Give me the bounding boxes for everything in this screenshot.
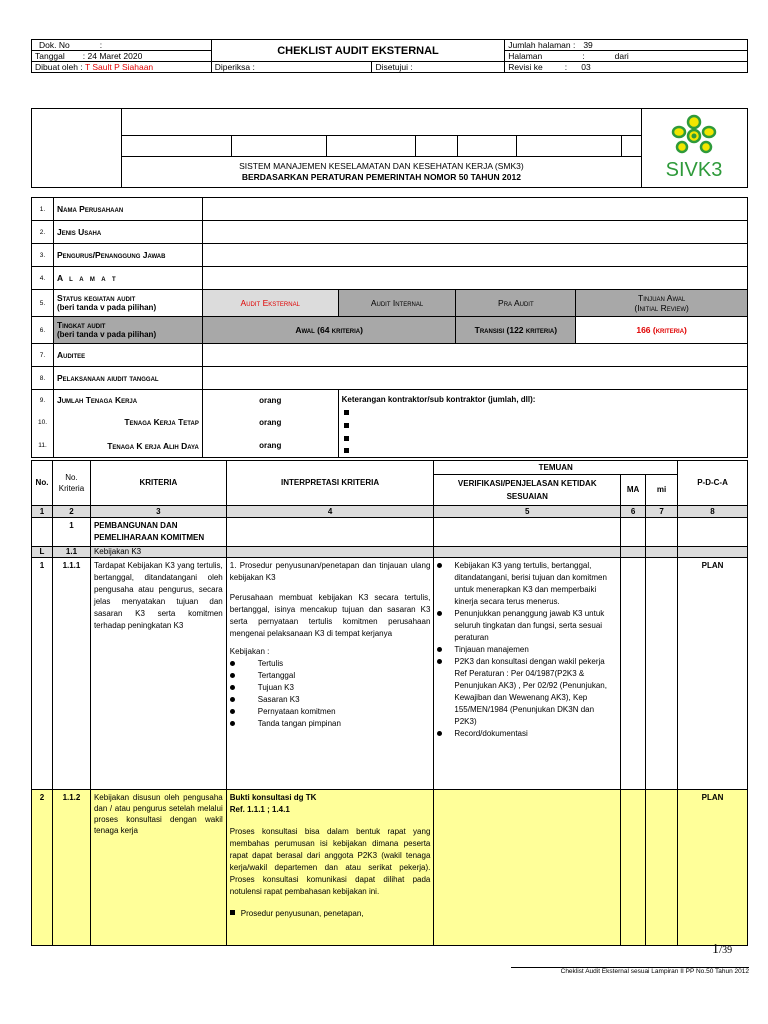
- pelaksanaan-field[interactable]: [202, 367, 747, 390]
- ma-cell[interactable]: [621, 790, 646, 946]
- bullet-icon: [344, 448, 349, 453]
- ma-cell[interactable]: [621, 558, 646, 790]
- bullet-icon: [230, 709, 235, 714]
- mi-cell[interactable]: [646, 558, 678, 790]
- dibuat-cell: Dibuat oleh : T Sault P Siahaan: [32, 62, 212, 73]
- nama-perusahaan-field[interactable]: [202, 198, 747, 221]
- auditee-label: Auditee: [53, 344, 202, 367]
- bullet-icon: [437, 659, 442, 664]
- tingkat-option-166[interactable]: 166 (kriteria): [576, 317, 748, 344]
- bullet-icon: [230, 661, 235, 666]
- dok-no-cell: Dok. No :: [32, 40, 212, 51]
- bullet-icon: [344, 436, 349, 441]
- bullet-icon: [437, 731, 442, 736]
- section-title: PEMBANGUNAN DAN PEMELIHARAAN KOMITMEN: [90, 518, 226, 547]
- sivk3-logo: [641, 109, 747, 188]
- interpretasi-cell: Bukti konsultasi dg TK Ref. 1.1.1 ; 1.4.1 Proses konsultasi bisa dalam bentuk rapat yang membahas perumusan isi kebijakan dimana peserta rapat dapat berasal dari anggota P2K3 (wakil tenaga kerja/wakil departemen dan atau serikat pekerja). Proses konsultasi komunikasi dapat dilihat pada notulensi rapat pembahasan kebijakan ini. Prosedur penyusunan, penetapan,: [226, 790, 434, 946]
- disetujui-cell: Disetujui :: [372, 62, 505, 73]
- halaman-cell: Halaman : dari: [505, 51, 748, 62]
- keterangan-cell: Keterangan kontraktor/sub kontraktor (jumlah, dll):: [338, 390, 747, 458]
- status-option-pra[interactable]: Pra Audit: [456, 290, 576, 317]
- status-option-eksternal[interactable]: Audit Eksternal: [202, 290, 338, 317]
- table-row: 1 1.1.1 Tardapat Kebijakan K3 yang tertulis, bertanggal, ditandatangani oleh pengusaha atau pengurus, secara jelas menyatakan tujuan dan sasaran K3 serta komitmen terhadap peningkatan K3 1. Prosedur penyusunan/penetapan dan tinjauan ulang kebijakan K3 Perusahaan membuat kebijakan K3 secara tertulis, bertanggal, isinya mencakup tujuan dan sasaran K3 serta pernyataan tertulis komitmen perusahaan mengenai pelaksanaan K3 di tempat kerjanya Kebijakan : Tertulis Tertanggal Tujuan K3 Sasaran K3 Pernyataan komitmen Tanda tangan pimpinan Kebijakan K3 yang tertulis, bertanggal, ditandatangani, berisi tujuan dan komitmen untuk menerapkan K3 dan memperbaiki kinerja secara terus menerus. Penunjukkan penanggung jawab K3 untuk seluruh tingkatan dan fungsi, serta sesuai peraturan Tinjauan manajemen P2K3 dan konsultasi dengan wakil pekerja Ref Peraturan : Per 04/1987(P2K3 & Penunjukan AK3) , Per 02/92 (Penunjukan, Kewajiban dan Wewenang AK3), Kep 155/MEN/1984 (Penunjukan DK3N dan P2K3) Record/dokumentasi PLAN: [32, 558, 748, 790]
- header-no-kriteria: No. Kriteria: [52, 461, 90, 506]
- bullet-icon: [230, 910, 235, 915]
- tingkat-label: Tingkat audit (beri tanda v pada pilihan): [53, 317, 202, 344]
- criteria-table: No. No. Kriteria KRITERIA INTERPRETASI KRITERIA TEMUAN P-D-C-A VERIFIKASI/PENJELASAN KETIDAK SESUAIAN MA mi 1 2 3 4 5 6 7 8 1 PEMBANGUNAN DAN PEMELIHARAAN KOMITMEN L 1.1 Kebijakan K3 1 1.1.1 Tardapat Kebijakan K3 yang tertulis, bertanggal, ditandatangani oleh pengusaha atau pengurus, secara jelas menyatakan tujuan dan sasaran K3 serta komitmen terhadap peningkatan K3 1. Prosedur penyusunan/penetapan dan tinjauan ulang kebijakan K3 Perusahaan membuat kebijakan K3 secara tertulis, bertanggal, isinya mencakup tujuan dan sasaran K3 serta pernyataan tertulis komitmen perusahaan mengenai pelaksanaan K3 di tempat kerjanya Kebijakan : Tertulis Tertanggal Tujuan K3 Sasaran K3 Pernyataan komitmen Tanda tangan pimpinan Kebijakan K3 yang tertulis, bertanggal, ditandatangani, berisi tujuan dan komitmen untuk menerapkan K3 dan memperbaiki kinerja secara terus menerus. Penunjukkan penanggung jawab K3 untuk seluruh tingkatan dan fungsi, serta sesuai peraturan Tinjauan manajemen P2K3 dan konsultasi dengan wakil pekerja Ref Peraturan : Per 04/1987(P2K3 & Penunjukan AK3) , Per 02/92 (Penunjukan, Kewajiban dan Wewenang AK3), Kep 155/MEN/1984 (Penunjukan DK3N dan P2K3) Record/dokumentasi PLAN 2 1.1.2 Kebijakan disusun oleh pengusaha dan / atau pengurus setelah melalui proses konsultasi dengan wakil tenaga kerja Bukti konsultasi dg TK Ref. 1.1.1 ; 1.4.1 Proses konsultasi bisa dalam bentuk rapat yang membahas perumusan isi kebijakan dimana peserta rapat dapat berasal dari anggota P2K3 (wakil tenaga kerja/wakil departemen dan atau serikat pekerja). Proses konsultasi komunikasi dapat dilihat pada notulensi rapat pembahasan kebijakan ini. Prosedur penyusunan, penetapan, PLAN: [31, 460, 748, 946]
- document-header: [31, 39, 748, 73]
- bullet-icon: [344, 410, 349, 415]
- verifikasi-cell[interactable]: [434, 790, 621, 946]
- bullet-icon: [230, 721, 235, 726]
- bullet-icon: [230, 697, 235, 702]
- header-mi: mi: [646, 475, 678, 506]
- alamat-field[interactable]: [202, 267, 747, 290]
- tetap-label: Tenaga Kerja Tetap: [53, 411, 202, 434]
- mi-cell[interactable]: [646, 790, 678, 946]
- alih-orang: orang: [202, 434, 338, 457]
- jumlah-label: Jumlah Tenaga Kerja: [53, 390, 202, 411]
- revisi-cell: Revisi ke : 03: [505, 62, 748, 73]
- pengurus-label: Pengurus/Penanggung Jawab: [53, 244, 202, 267]
- header-ma: MA: [621, 475, 646, 506]
- tanggal-cell: Tanggal : 24 Maret 2020: [32, 51, 212, 62]
- pdca-cell: PLAN: [678, 558, 748, 790]
- footer-caption: Cheklist Audit Eksternal sesuai Lampiran II PP No.50 Tahun 2012: [560, 968, 749, 975]
- pelaksanaan-label: Pelaksanaan aiudit tanggal: [53, 367, 202, 390]
- pdca-cell: PLAN: [678, 790, 748, 946]
- bullet-icon: [344, 423, 349, 428]
- company-info-table: 1. Nama Perusahaan 2. Jenis Usaha 3. Pengurus/Penanggung Jawab 4. A l a m a t 5. Status kegiatan audit (beri tanda v pada pilihan) Audit Eksternal Audit Internal Pra Audit Tinjuan Awal (Initial Review) 6. Tingkat audit (beri tanda v pada pilihan) Awal (64 kriteria) Transisi (122 kriteria) 166 (kriteria) 7. Auditee 8. Pelaksanaan aiudit tanggal 9. Jumlah Tenaga Kerja orang Keterangan kontraktor/sub kontraktor (jumlah, dll): 10. Tenaga Kerja Tetap orang 11. Tenaga K erja Alih Daya orang: [31, 197, 748, 458]
- bullet-icon: [437, 563, 442, 568]
- alamat-label: A l a m a t: [53, 267, 202, 290]
- jumlah-halaman-cell: Jumlah halaman : 39: [505, 40, 748, 51]
- kriteria-text: Tardapat Kebijakan K3 yang tertulis, bertanggal, ditandatangani oleh pengusaha atau pengurus, secara jelas menyatakan tujuan dan sasaran K3 serta komitmen terhadap peningkatan K3: [90, 558, 226, 790]
- pengurus-field[interactable]: [202, 244, 747, 267]
- blank-logo-cell: [32, 109, 122, 188]
- verifikasi-cell: Kebijakan K3 yang tertulis, bertanggal, ditandatangani, berisi tujuan dan komitmen untuk menerapkan K3 dan memperbaiki kinerja secara terus menerus. Penunjukkan penanggung jawab K3 untuk seluruh tingkatan dan fungsi, serta sesuai peraturan Tinjauan manajemen P2K3 dan konsultasi dengan wakil pekerja Ref Peraturan : Per 04/1987(P2K3 & Penunjukan AK3) , Per 02/92 (Penunjukan, Kewajiban dan Wewenang AK3), Kep 155/MEN/1984 (Penunjukan DK3N dan P2K3) Record/dokumentasi: [434, 558, 621, 790]
- status-option-tinjauan[interactable]: Tinjuan Awal (Initial Review): [576, 290, 748, 317]
- jenis-usaha-field[interactable]: [202, 221, 747, 244]
- header-no: No.: [32, 461, 53, 506]
- auditee-field[interactable]: [202, 344, 747, 367]
- bullet-icon: [230, 685, 235, 690]
- header-verifikasi: VERIFIKASI/PENJELASAN KETIDAK SESUAIAN: [434, 475, 621, 506]
- tingkat-option-transisi[interactable]: Transisi (122 kriteria): [456, 317, 576, 344]
- header-interpretasi: INTERPRETASI KRITERIA: [226, 461, 434, 506]
- bullet-icon: [437, 611, 442, 616]
- interpretasi-cell: 1. Prosedur penyusunan/penetapan dan tinjauan ulang kebijakan K3 Perusahaan membuat kebijakan K3 secara tertulis, bertanggal, isinya mencakup tujuan dan sasaran K3 serta pernyataan tertulis komitmen perusahaan mengenai pelaksanaan K3 di tempat kerjanya Kebijakan : Tertulis Tertanggal Tujuan K3 Sasaran K3 Pernyataan komitmen Tanda tangan pimpinan: [226, 558, 434, 790]
- alih-label: Tenaga K erja Alih Daya: [53, 434, 202, 457]
- nama-perusahaan-label: Nama Perusahaan: [53, 198, 202, 221]
- logo-text: SIVK3: [666, 159, 723, 181]
- smk3-banner: [31, 108, 748, 188]
- status-option-internal[interactable]: Audit Internal: [338, 290, 456, 317]
- jumlah-orang: orang: [202, 390, 338, 411]
- kriteria-text: Kebijakan disusun oleh pengusaha dan / atau pengurus setelah melalui proses konsultasi dengan wakil tenaga kerja: [90, 790, 226, 946]
- sivk3-logo-icon: [654, 112, 734, 182]
- page-number: 1/39: [712, 942, 733, 957]
- header-pdca: P-D-C-A: [678, 461, 748, 506]
- tingkat-option-awal[interactable]: Awal (64 kriteria): [202, 317, 456, 344]
- jenis-usaha-label: Jenis Usaha: [53, 221, 202, 244]
- header-temuan: TEMUAN: [434, 461, 678, 475]
- banner-title: SISTEM MANAJEMEN KESELAMATAN DAN KESEHATAN KERJA (SMK3) BERDASARKAN PERATURAN PEMERINTAH NOMOR 50 TAHUN 2012: [121, 157, 641, 188]
- table-row: 2 1.1.2 Kebijakan disusun oleh pengusaha dan / atau pengurus setelah melalui proses konsultasi dengan wakil tenaga kerja Bukti konsultasi dg TK Ref. 1.1.1 ; 1.4.1 Proses konsultasi bisa dalam bentuk rapat yang membahas perumusan isi kebijakan dimana peserta rapat dapat berasal dari anggota P2K3 (wakil tenaga kerja/wakil departemen dan atau serikat pekerja). Proses konsultasi komunikasi dapat dilihat pada notulensi rapat pembahasan kebijakan ini. Prosedur penyusunan, penetapan, PLAN: [32, 790, 748, 946]
- subsection-title: Kebijakan K3: [90, 547, 226, 558]
- header-kriteria: KRITERIA: [90, 461, 226, 506]
- status-label: Status kegiatan audit (beri tanda v pada pilihan): [53, 290, 202, 317]
- diperiksa-cell: Diperiksa :: [211, 62, 372, 73]
- bullet-icon: [230, 673, 235, 678]
- bullet-icon: [437, 647, 442, 652]
- tetap-orang: orang: [202, 411, 338, 434]
- doc-title: CHEKLIST AUDIT EKSTERNAL: [211, 40, 505, 62]
